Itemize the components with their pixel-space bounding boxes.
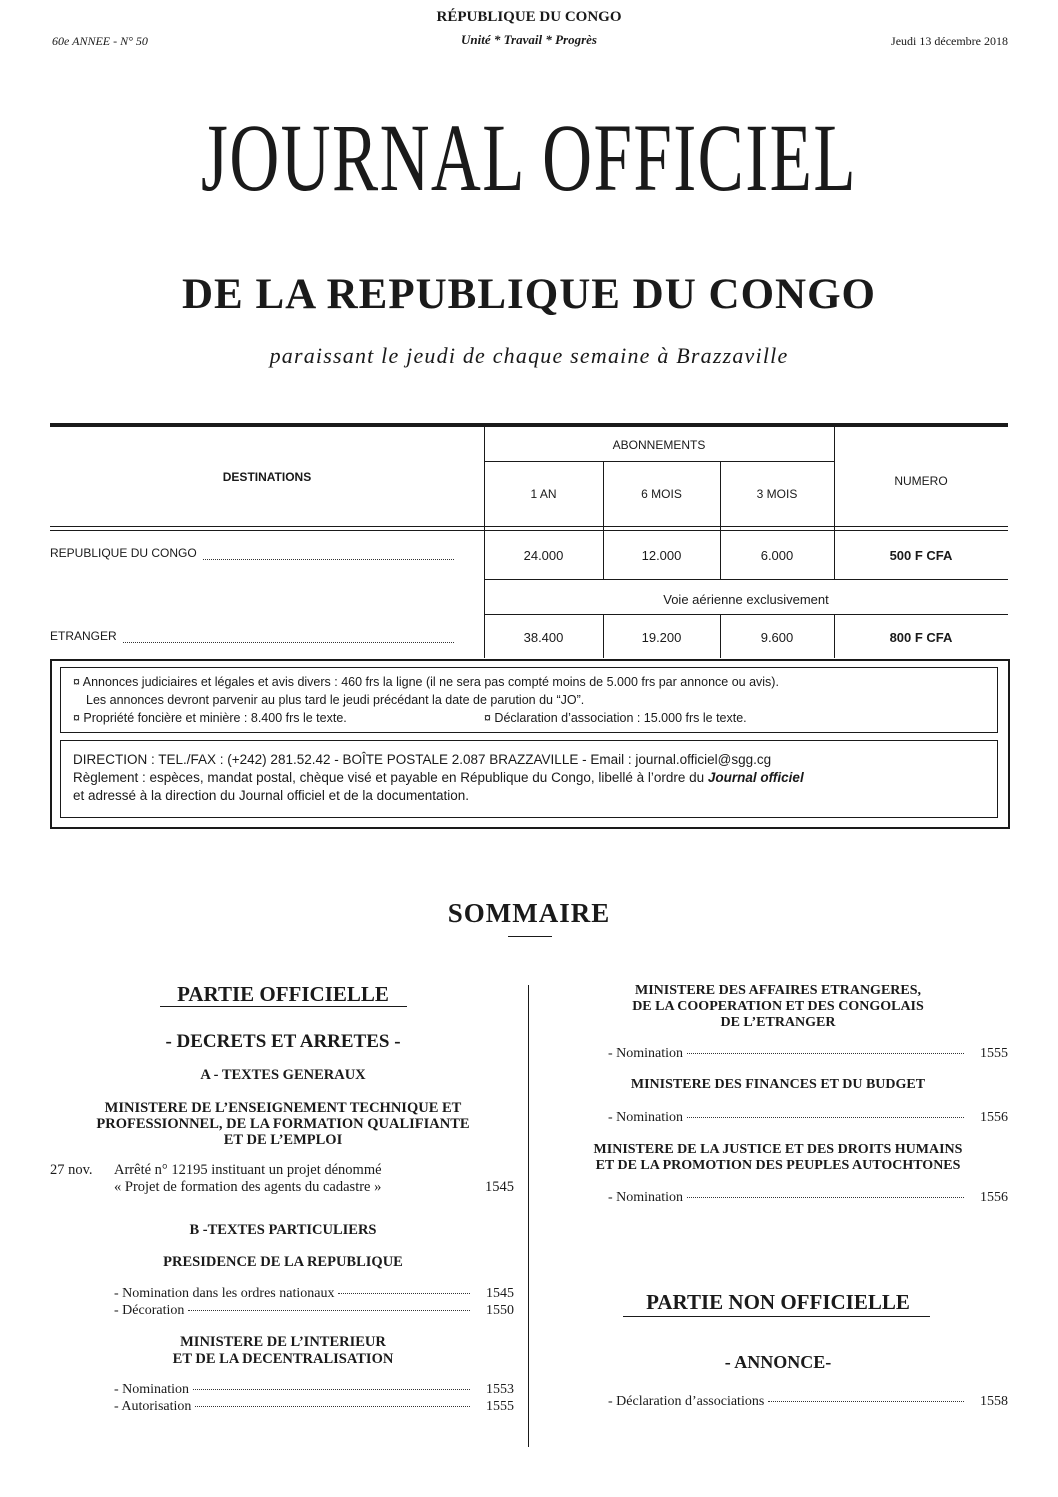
table-top-rule [50, 423, 1008, 427]
entry-page: 1558 [980, 1394, 1008, 1409]
textes-generaux: A - TEXTES GENERAUX [200, 1067, 366, 1083]
ministere-line: ET DE L’EMPLOI [223, 1132, 343, 1148]
toc-entry [608, 1110, 1008, 1126]
journal-subtitle: DE LA REPUBLIQUE DU CONGO [182, 271, 876, 318]
price-cell: 6.000 [760, 548, 794, 563]
decrets-et-arretes: - DECRETS ET ARRETES - [165, 1031, 401, 1052]
leader-dots [687, 1053, 964, 1054]
ministere-finances: MINISTERE DES FINANCES ET DU BUDGET [630, 1077, 926, 1092]
col-3mois: 3 MOIS [756, 487, 798, 501]
issue-date: Jeudi 13 décembre 2018 [891, 34, 1008, 48]
entry-label: - Nomination [608, 1046, 684, 1061]
price-cell: 9.600 [760, 630, 794, 645]
toc-entry [114, 1286, 514, 1302]
leader-dots [195, 1406, 470, 1407]
destinations-header: DESTINATIONS [222, 470, 312, 484]
ministere-line: ET DE LA DECENTRALISATION [172, 1351, 394, 1367]
annonce-heading: - ANNONCE- [724, 1352, 832, 1372]
notice-line-3b: ¤ Déclaration d’association : 15.000 frs le texte. [484, 711, 747, 725]
entry-page: 1556 [980, 1110, 1008, 1125]
arrete-date: 27 nov. [50, 1162, 93, 1178]
notice-line-1: ¤ Annonces judiciaires et légales et avis divers : 460 frs la ligne (il ne sera pas compté moins de 5.000 frs par annonce ou avis). [73, 675, 779, 689]
entry-label: - Nomination [608, 1110, 684, 1125]
toc-entry [114, 1399, 514, 1415]
leader-dots [768, 1401, 964, 1402]
price-cell: 38.400 [523, 630, 564, 645]
journal-title: JOURNAL OFFICIEL [200, 104, 858, 211]
entry-label: - Nomination dans les ordres nationaux [114, 1286, 335, 1301]
table-rule [50, 530, 1008, 531]
row-label-etranger [50, 629, 454, 643]
journal-officiel-emphasis: Journal officiel [707, 770, 804, 785]
toc-entry [608, 1046, 1008, 1062]
partie-underline [160, 1006, 407, 1007]
air-note: Voie aérienne exclusivement [663, 592, 829, 607]
toc-entry [608, 1394, 1008, 1410]
leader-dots [203, 551, 454, 560]
row-label-text: ETRANGER [50, 629, 117, 643]
ministere-justice [548, 1142, 1008, 1174]
table-rule [484, 461, 834, 462]
ministere-line: MINISTERE DE LA JUSTICE ET DES DROITS HUMAINS [593, 1142, 963, 1157]
ministere-line: MINISTERE DES AFFAIRES ETRANGERES, [634, 983, 922, 998]
publication-tagline: paraissant le jeudi de chaque semaine à Brazzaville [269, 343, 789, 368]
leader-dots [193, 1389, 470, 1390]
entry-page: 1553 [486, 1382, 514, 1397]
leader-dots [123, 634, 454, 643]
direction-line-2-text: Règlement : espèces, mandat postal, chèque visé et payable en République du Congo, libellé à l’ordre du [73, 770, 708, 785]
col-6mois: 6 MOIS [641, 487, 682, 501]
leader-dots [338, 1293, 470, 1294]
direction-line-3: et adressé à la direction du Journal officiel et de la documentation. [73, 788, 469, 803]
ministere-affaires [548, 983, 1008, 1031]
toc-entry [608, 1190, 1008, 1206]
entry-label: - Nomination [608, 1190, 684, 1205]
col-1an: 1 AN [530, 487, 557, 501]
leader-dots [687, 1117, 964, 1118]
national-motto: Unité * Travail * Progrès [460, 32, 597, 47]
ministere-line: ET DE LA PROMOTION DES PEUPLES AUTOCHTONES [595, 1158, 961, 1173]
entry-label: - Autorisation [114, 1399, 192, 1414]
ministere-line: DE L’ETRANGER [720, 1015, 836, 1030]
entry-label: - Nomination [114, 1382, 190, 1397]
ministere-line: MINISTERE DE L’INTERIEUR [180, 1334, 386, 1350]
direction-line-2 [73, 769, 804, 786]
textes-particuliers: B -TEXTES PARTICULIERS [189, 1222, 377, 1238]
price-cell: 24.000 [523, 548, 564, 563]
arrete-page: 1545 [485, 1179, 514, 1195]
row-label-congo [50, 546, 454, 560]
entry-label: - Décoration [114, 1303, 185, 1318]
entry-page: 1555 [980, 1046, 1008, 1061]
numero-header: NUMERO [894, 474, 948, 488]
entry-label: - Déclaration d’associations [608, 1394, 765, 1409]
ministere-interieur [48, 1334, 518, 1368]
toc-entry [114, 1303, 514, 1319]
sommaire-underline [508, 936, 552, 937]
row-label-text: REPUBLIQUE DU CONGO [50, 546, 197, 560]
column-divider [528, 985, 529, 1447]
notice-line-2: Les annonces devront parvenir au plus tard le jeudi précédant la date de parution du “JO”. [86, 693, 585, 707]
table-rule [484, 614, 1008, 615]
sommaire-title: SOMMAIRE [447, 898, 611, 928]
table-rule [50, 526, 1008, 527]
numero-price: 500 F CFA [889, 548, 953, 563]
toc-entry [114, 1382, 514, 1398]
entry-page: 1555 [486, 1399, 514, 1414]
entry-page: 1545 [486, 1286, 514, 1301]
partie-non-officielle: PARTIE NON OFFICIELLE [646, 1290, 910, 1314]
presidence-heading: PRESIDENCE DE LA REPUBLIQUE [163, 1254, 403, 1270]
issue-number: 60e ANNEE - N° 50 [52, 34, 148, 48]
ministere-line: MINISTERE DE L’ENSEIGNEMENT TECHNIQUE ET [104, 1100, 462, 1116]
ministere-line: DE LA COOPERATION ET DES CONGOLAIS [632, 999, 924, 1014]
leader-dots [188, 1310, 470, 1311]
arrete-line-1: Arrêté n° 12195 instituant un projet dénommé [114, 1162, 382, 1178]
partie-underline [623, 1316, 930, 1317]
ministere-enseignement [48, 1100, 518, 1148]
entry-page: 1550 [486, 1303, 514, 1318]
price-cell: 19.200 [641, 630, 682, 645]
direction-line-1: DIRECTION : TEL./FAX : (+242) 281.52.42 - BOÎTE POSTALE 2.087 BRAZZAVILLE - Email : journal.officiel@sgg.cg [73, 752, 772, 767]
partie-officielle: PARTIE OFFICIELLE [177, 982, 389, 1006]
numero-price: 800 F CFA [889, 630, 953, 645]
ministere-line: PROFESSIONNEL, DE LA FORMATION QUALIFIANTE [96, 1116, 470, 1132]
abonnements-header: ABONNEMENTS [612, 438, 706, 452]
entry-page: 1556 [980, 1190, 1008, 1205]
notice-line-3a: ¤ Propriété foncière et minière : 8.400 frs le texte. [73, 711, 347, 725]
leader-dots [687, 1197, 964, 1198]
header-country: RÉPUBLIQUE DU CONGO [436, 9, 622, 25]
arrete-line-2: « Projet de formation des agents du cadastre » [114, 1179, 382, 1195]
table-rule [484, 579, 1008, 580]
price-cell: 12.000 [641, 548, 682, 563]
